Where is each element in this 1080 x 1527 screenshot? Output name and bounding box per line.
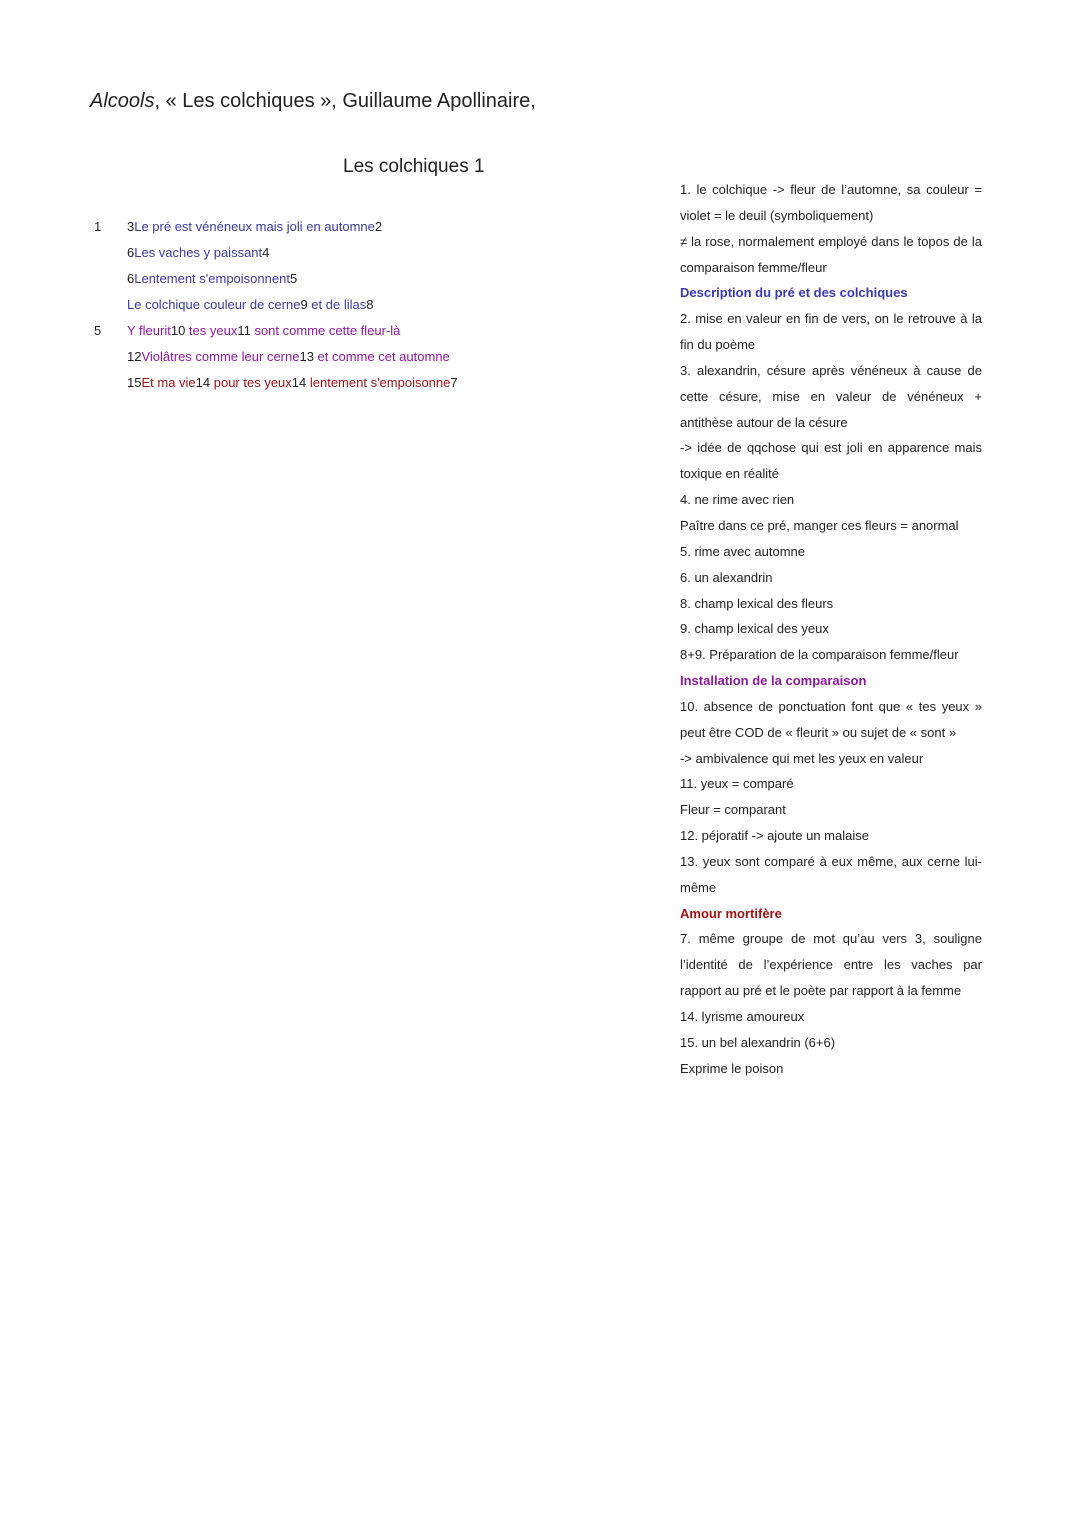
line-text	[127, 242, 269, 264]
annotation-note: 3. alexandrin, césure après vénéneux à cause de cette césure, mise en valeur de vénéneux + antithèse autour de la césure	[680, 362, 982, 430]
poem-line	[94, 372, 614, 398]
line-segment: 9	[300, 297, 308, 312]
line-segment: tes yeux	[185, 323, 238, 338]
poem-line	[94, 268, 614, 294]
annotation-note: 8. champ lexical des fleurs	[680, 595, 834, 611]
annotation-note: -> ambivalence qui met les yeux en valeur	[680, 750, 924, 766]
poem-line	[94, 242, 614, 268]
line-segment: 3	[127, 219, 135, 234]
line-text	[127, 320, 400, 342]
line-segment: pour tes yeux	[210, 375, 292, 390]
section-heading: Amour mortifère	[680, 905, 782, 921]
line-segment: 6	[127, 271, 135, 286]
line-segment: Et ma vie	[141, 375, 196, 390]
line-segment: 13	[299, 349, 314, 364]
line-segment: 14	[291, 375, 307, 390]
annotation-note: Exprime le poison	[680, 1060, 784, 1076]
line-segment: et de lilas	[307, 297, 367, 312]
line-segment: Le colchique couleur de cerne	[127, 297, 301, 312]
line-segment: lentement s'empoisonne	[306, 375, 451, 390]
document-title	[90, 90, 536, 113]
section-heading: Installation de la comparaison	[680, 673, 867, 689]
line-number: 5	[94, 323, 102, 338]
annotation-note: 11. yeux = comparé	[680, 776, 794, 792]
line-segment: sont comme cette fleur-là	[250, 323, 401, 338]
line-segment: Lentement s'empoisonnent	[134, 271, 290, 286]
line-segment: 14	[195, 375, 211, 390]
line-segment: et comme cet automne	[313, 349, 450, 364]
annotation-column	[680, 177, 982, 1082]
line-segment: 11	[237, 323, 251, 338]
poem-line	[94, 346, 614, 372]
poem-line	[94, 216, 614, 242]
annotation-note: 4. ne rime avec rien	[680, 492, 795, 508]
annotation-note: 7. même groupe de mot qu’au vers 3, souligne l’identité de l’expérience entre les vaches par rapport au pré et le poète par rapport à la femme	[680, 931, 982, 999]
line-segment: 2	[374, 219, 383, 234]
annotation-note: 13. yeux sont comparé à eux même, aux cerne lui-même	[680, 853, 982, 895]
line-text	[127, 346, 450, 368]
line-text	[127, 216, 382, 238]
line-segment: 6	[127, 245, 135, 260]
line-segment: 5	[289, 271, 298, 286]
poem-line	[94, 320, 614, 346]
annotation-note: ≠ la rose, normalement employé dans le topos de la comparaison femme/fleur	[680, 233, 982, 275]
annotation-note: Fleur = comparant	[680, 802, 786, 818]
annotation-note: 10. absence de ponctuation font que « tes yeux » peut être COD de « fleurit » ou sujet de « sont »	[680, 698, 982, 740]
line-segment: 12	[127, 349, 142, 364]
annotation-note: 12. péjoratif -> ajoute un malaise	[680, 828, 869, 844]
poem-title: Les colchiques 1	[343, 156, 485, 177]
line-segment: 8	[366, 297, 374, 312]
section-heading: Description du pré et des colchiques	[680, 285, 908, 301]
line-text	[127, 268, 297, 290]
annotation-note: 6. un alexandrin	[680, 569, 773, 585]
line-segment: 4	[262, 245, 270, 260]
line-segment: Violâtres comme leur cerne	[141, 349, 300, 364]
annotation-note: 2. mise en valeur en fin de vers, on le retrouve à la fin du poème	[680, 311, 982, 353]
line-segment: 10	[170, 323, 186, 338]
poem-line	[94, 294, 614, 320]
line-text	[127, 294, 373, 316]
annotation-note: 14. lyrisme amoureux	[680, 1009, 805, 1024]
annotation-note: 8+9. Préparation de la comparaison femme/fleur	[680, 647, 959, 663]
line-segment: 15	[127, 375, 142, 390]
line-number: 1	[94, 219, 102, 234]
title-rest: , « Les colchiques », Guillaume Apollinaire,	[154, 90, 536, 112]
line-segment: Le pré est vénéneux mais joli en automne	[134, 219, 375, 234]
line-segment: 7	[450, 375, 458, 390]
annotation-note: 1. le colchique -> fleur de l’automne, sa couleur = violet = le deuil (symboliquement)	[680, 182, 982, 223]
line-text	[127, 372, 458, 394]
annotation-note: -> idée de qqchose qui est joli en apparence mais toxique en réalité	[680, 440, 982, 482]
annotation-note: 15. un bel alexandrin (6+6)	[680, 1034, 836, 1050]
annotation-note: 9. champ lexical des yeux	[680, 621, 829, 637]
annotation-note: Paître dans ce pré, manger ces fleurs = anormal	[680, 517, 959, 533]
annotation-note: 5. rime avec automne	[680, 543, 806, 559]
line-segment: Les vaches y paissant	[134, 245, 263, 260]
work-title: Alcools	[90, 90, 155, 112]
line-segment: Y fleurit	[127, 323, 171, 338]
poem-text	[94, 216, 614, 398]
